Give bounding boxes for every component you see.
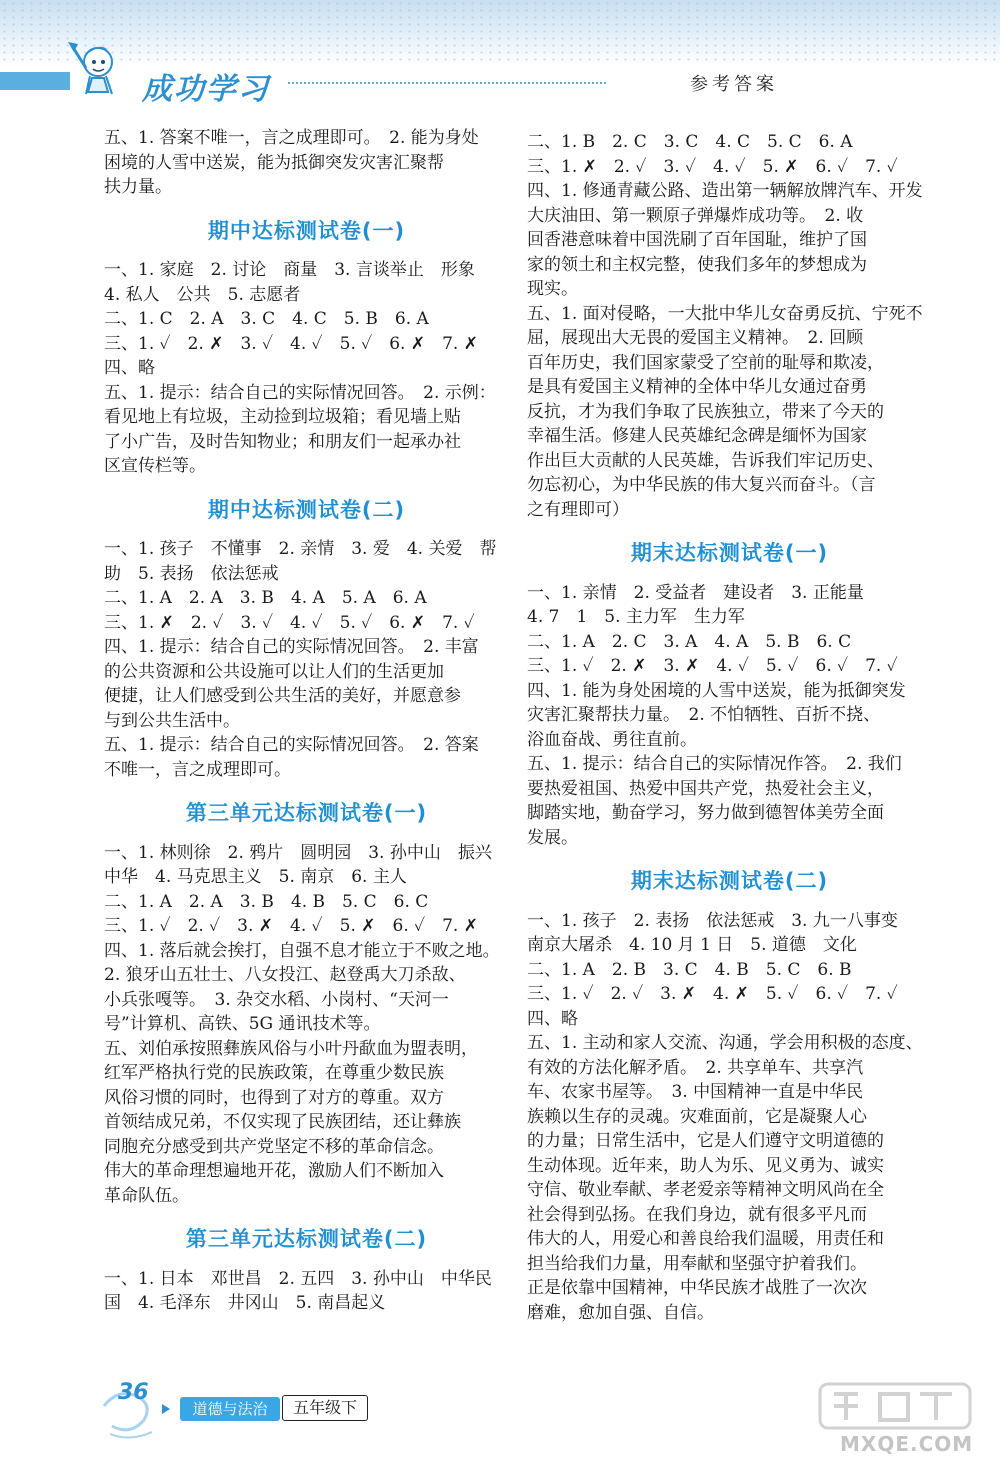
- answer-item: [527, 630, 932, 655]
- test-section-heading: 期末达标测试卷(一): [630, 541, 829, 565]
- answer-line: 浴血奋战、勇往直前。: [527, 729, 697, 750]
- answer-line: 三、1. ✓ 2. ✗ 3. ✓ 4. ✓ 5. ✓ 6. ✗ 7. ✗: [104, 333, 478, 354]
- answer-line: 号”计算机、高铁、5G 通讯技术等。: [104, 1014, 381, 1034]
- answer-item: [104, 356, 509, 381]
- answer-line: 一、1. 林则徐 2. 鸦片 圆明园 3. 孙中山 振兴: [104, 842, 492, 863]
- answer-line: 担当给我们力量，用奉献和坚强守护着我们。: [527, 1253, 867, 1274]
- answer-line: 中华 4. 马克思主义 5. 南京 6. 主人: [104, 867, 407, 887]
- test-section-heading: 第三单元达标测试卷(一): [185, 801, 428, 825]
- answer-line: 守信、敬业奉献、孝老爱亲等精神文明风尚在全: [527, 1180, 884, 1200]
- mascot-icon: [62, 38, 132, 108]
- answer-item: [104, 258, 509, 307]
- section-title: 参考答案: [690, 74, 778, 95]
- answer-line: 与到公共生活中。: [104, 710, 240, 731]
- answer-line: 伟大的人，用爱心和善良给我们温暖，用责任和: [527, 1229, 884, 1249]
- answer-item: [527, 155, 932, 180]
- answer-item: [527, 179, 932, 302]
- answer-line: 之有理即可）: [527, 499, 629, 520]
- answer-item: [104, 381, 509, 479]
- answer-line: 回香港意味着中国洗刷了百年国耻，维护了国: [527, 230, 867, 250]
- answer-line: 五、1. 提示：结合自己的实际情况作答。 2. 我们: [527, 754, 902, 774]
- answer-line: 反抗，才为我们争取了民族独立，带来了今天的: [527, 401, 884, 422]
- answer-item: [104, 1037, 509, 1209]
- footer-subject: 道德与法治: [180, 1397, 280, 1421]
- answer-line: 二、1. A 2. B 3. C 4. B 5. C 6. B: [527, 959, 852, 980]
- answer-line: 四、略: [104, 358, 155, 378]
- answer-item: [104, 586, 509, 611]
- header-dotted-rule: [288, 82, 606, 84]
- answer-line: 2. 狼牙山五壮士、八女投江、赵登禹大刀杀敌、: [104, 965, 466, 985]
- answer-item: [104, 914, 509, 939]
- answer-item: [104, 733, 509, 782]
- footer-grade: 五年级下: [282, 1395, 368, 1421]
- answer-line: 五、1. 提示：结合自己的实际情况回答。 2. 示例：: [104, 382, 496, 403]
- answer-line: 三、1. ✓ 2. ✓ 3. ✗ 4. ✗ 5. ✓ 6. ✓ 7. ✓: [527, 984, 898, 1004]
- answer-line: 社会得到弘扬。在我们身边，就有很多平凡而: [527, 1204, 867, 1225]
- answer-line: 车、农家书屋等。 3. 中国精神一直是中华民: [527, 1082, 864, 1102]
- test-section-heading: 期中达标测试卷(二): [207, 497, 406, 522]
- answer-line: 红军严格执行党的民族政策，在尊重少数民族: [104, 1063, 444, 1083]
- answer-line: 五、刘伯承按照彝族风俗与小叶丹歃血为盟表明，: [104, 1038, 478, 1059]
- answer-item: [104, 1267, 509, 1316]
- answer-line: 便捷，让人们感受到公共生活的美好，并愿意参: [104, 686, 461, 706]
- answer-line: 区宣传栏等。: [104, 456, 206, 476]
- answer-item: [527, 302, 932, 523]
- answer-item: [527, 982, 932, 1007]
- answer-item: [104, 890, 509, 915]
- answer-line: 的力量；日常生活中，它是人们遵守文明道德的: [527, 1131, 884, 1151]
- answer-line: 困境的人雪中送炭，能为抵御突发灾害汇聚帮: [104, 152, 444, 173]
- answer-item: [104, 537, 509, 586]
- answer-line: 家的领土和主权完整，使我们多年的梦想成为: [527, 254, 867, 275]
- answer-item: [527, 1031, 932, 1325]
- answer-item: [104, 939, 509, 1037]
- answer-item: [104, 126, 509, 200]
- answer-line: 四、1. 提示：结合自己的实际情况回答。 2. 丰富: [104, 637, 479, 657]
- answer-line: 大庆油田、第一颗原子弹爆炸成功等。 2. 收: [527, 205, 864, 226]
- answer-line: 屈，展现出大无畏的爱国主义精神。 2. 回顾: [527, 328, 864, 348]
- header-background: [0, 0, 1000, 64]
- answer-line: 三、1. ✗ 2. ✓ 3. ✓ 4. ✓ 5. ✗ 6. ✓ 7. ✓: [527, 156, 898, 177]
- header-accent-bar: [0, 72, 70, 90]
- answer-line: 风俗习惯的同时，也得到了对方的尊重。双方: [104, 1087, 444, 1108]
- answer-line: 首领结成兄弟，不仅实现了民族团结，还让彝族: [104, 1112, 461, 1132]
- left-column: [104, 126, 509, 1316]
- answer-line: 二、1. B 2. C 3. C 4. C 5. C 6. A: [527, 132, 853, 152]
- answer-item: [527, 958, 932, 983]
- answer-line: 一、1. 亲情 2. 受益者 建设者 3. 正能量: [527, 582, 864, 603]
- answer-item: [104, 635, 509, 733]
- answer-line: 助 5. 表扬 依法惩戒: [104, 563, 279, 584]
- answer-line: 发展。: [527, 827, 578, 848]
- answer-line: 一、1. 孩子 2. 表扬 依法惩戒 3. 九一八事变: [527, 910, 898, 931]
- answer-line: 4. 私人 公共 5. 志愿者: [104, 284, 301, 305]
- answer-line: 四、略: [527, 1008, 578, 1029]
- answer-line: 不唯一，言之成理即可。: [104, 759, 291, 780]
- answer-line: 脚踏实地，勤奋学习，努力做到德智体美劳全面: [527, 803, 884, 823]
- answer-line: 有效的方法化解矛盾。 2. 共享单车、共享汽: [527, 1057, 864, 1078]
- answer-line: 四、1. 能为身处困境的人雪中送炭，能为抵御突发: [527, 680, 906, 701]
- answer-item: [104, 307, 509, 332]
- answer-line: 同胞充分感受到共产党坚定不移的革命信念。: [104, 1136, 444, 1157]
- answer-item: [527, 130, 932, 155]
- answer-line: 三、1. ✓ 2. ✗ 3. ✗ 4. ✓ 5. ✓ 6. ✓ 7. ✓: [527, 656, 898, 676]
- answer-line: 百年历史，我们国家蒙受了空前的耻辱和欺凌，: [527, 352, 884, 373]
- answer-item: [527, 654, 932, 679]
- answer-line: 革命队伍。: [104, 1185, 189, 1206]
- footer-arrow-icon: [162, 1404, 170, 1414]
- answer-line: 二、1. A 2. C 3. A 4. A 5. B 6. C: [527, 631, 852, 652]
- answer-line: 国 4. 毛泽东 井冈山 5. 南昌起义: [104, 1293, 386, 1313]
- answer-line: 要热爱祖国、热爱中国共产党，热爱社会主义，: [527, 778, 884, 799]
- answer-line: 4. 7 1 5. 主力军 生力军: [527, 607, 745, 627]
- answer-line: 五、1. 提示：结合自己的实际情况回答。 2. 答案: [104, 735, 479, 755]
- answer-line: 三、1. ✓ 2. ✓ 3. ✗ 4. ✓ 5. ✗ 6. ✓ 7. ✗: [104, 916, 478, 936]
- brand-title: 成功学习: [142, 72, 270, 107]
- answer-item: [527, 679, 932, 753]
- answer-line: 灾害汇聚帮扶力量。 2. 不怕牺牲、百折不挠、: [527, 705, 881, 725]
- answer-item: [104, 332, 509, 357]
- watermark-text: MXQE.COM: [840, 1432, 974, 1456]
- answer-line: 二、1. C 2. A 3. C 4. C 5. B 6. A: [104, 309, 429, 329]
- answer-line: 三、1. ✗ 2. ✓ 3. ✓ 4. ✓ 5. ✓ 6. ✗ 7. ✓: [104, 612, 475, 633]
- answer-line: 幸福生活。修建人民英雄纪念碑是缅怀为国家: [527, 426, 867, 446]
- answer-line: 二、1. A 2. A 3. B 4. A 5. A 6. A: [104, 588, 427, 608]
- answer-line: 的公共资源和公共设施可以让人们的生活更加: [104, 661, 444, 682]
- answer-line: 看见地上有垃圾，主动捡到垃圾箱；看见墙上贴: [104, 407, 461, 427]
- answer-line: 了小广告，及时告知物业；和朋友们一起承办社: [104, 431, 461, 452]
- answer-line: 一、1. 日本 邓世昌 2. 五四 3. 孙中山 中华民: [104, 1268, 492, 1289]
- answer-line: 伟大的革命理想遍地开花，激励人们不断加入: [104, 1161, 444, 1181]
- answer-line: 五、1. 面对侵略，一大批中华儿女奋勇反抗、宁死不: [527, 303, 923, 324]
- answer-item: [104, 611, 509, 636]
- right-column: [527, 130, 932, 1325]
- answer-item: [104, 841, 509, 890]
- answer-line: 五、1. 主动和家人交流、沟通，学会用积极的态度、: [527, 1033, 923, 1053]
- answer-line: 勿忘初心，为中华民族的伟大复兴而奋斗。（言: [527, 475, 876, 495]
- answer-line: 二、1. A 2. A 3. B 4. B 5. C 6. C: [104, 891, 429, 912]
- answer-line: 一、1. 孩子 不懂事 2. 亲情 3. 爱 4. 关爱 帮: [104, 539, 497, 559]
- page-number: 36: [118, 1380, 149, 1405]
- test-section-heading: 期末达标测试卷(二): [630, 869, 829, 893]
- answer-line: 是具有爱国主义精神的全体中华儿女通过奋勇: [527, 377, 867, 397]
- answer-line: 四、1. 修通青藏公路、造出第一辆解放牌汽车、开发: [527, 181, 923, 201]
- answer-line: 四、1. 落后就会挨打，自强不息才能立于不败之地。: [104, 940, 500, 961]
- answer-line: 作出巨大贡献的人民英雄，告诉我们牢记历史、: [527, 450, 884, 471]
- answer-line: 一、1. 家庭 2. 讨论 商量 3. 言谈举止 形象: [104, 260, 475, 280]
- test-section-heading: 期中达标测试卷(一): [207, 218, 406, 243]
- answer-line: 南京大屠杀 4. 10 月 1 日 5. 道德 文化: [527, 935, 857, 955]
- answer-line: 现实。: [527, 279, 578, 299]
- answer-item: [527, 581, 932, 630]
- answer-item: [527, 909, 932, 958]
- answer-line: 生动体现。近年来，助人为乐、见义勇为、诚实: [527, 1155, 884, 1176]
- answer-line: 磨难，愈加自强、自信。: [527, 1302, 714, 1323]
- answer-line: 族赖以生存的灵魂。灾难面前，它是凝聚人心: [527, 1106, 867, 1127]
- answer-line: 扶力量。: [104, 177, 172, 197]
- answer-item: [527, 752, 932, 850]
- answer-line: 小兵张嘎等。 3. 杂交水稻、小岗村、“天河一: [104, 989, 449, 1010]
- test-section-heading: 第三单元达标测试卷(二): [185, 1227, 428, 1251]
- answer-line: 正是依靠中国精神，中华民族才战胜了一次次: [527, 1278, 867, 1298]
- answer-line: 五、1. 答案不唯一，言之成理即可。 2. 能为身处: [104, 128, 479, 148]
- answer-item: [527, 1007, 932, 1032]
